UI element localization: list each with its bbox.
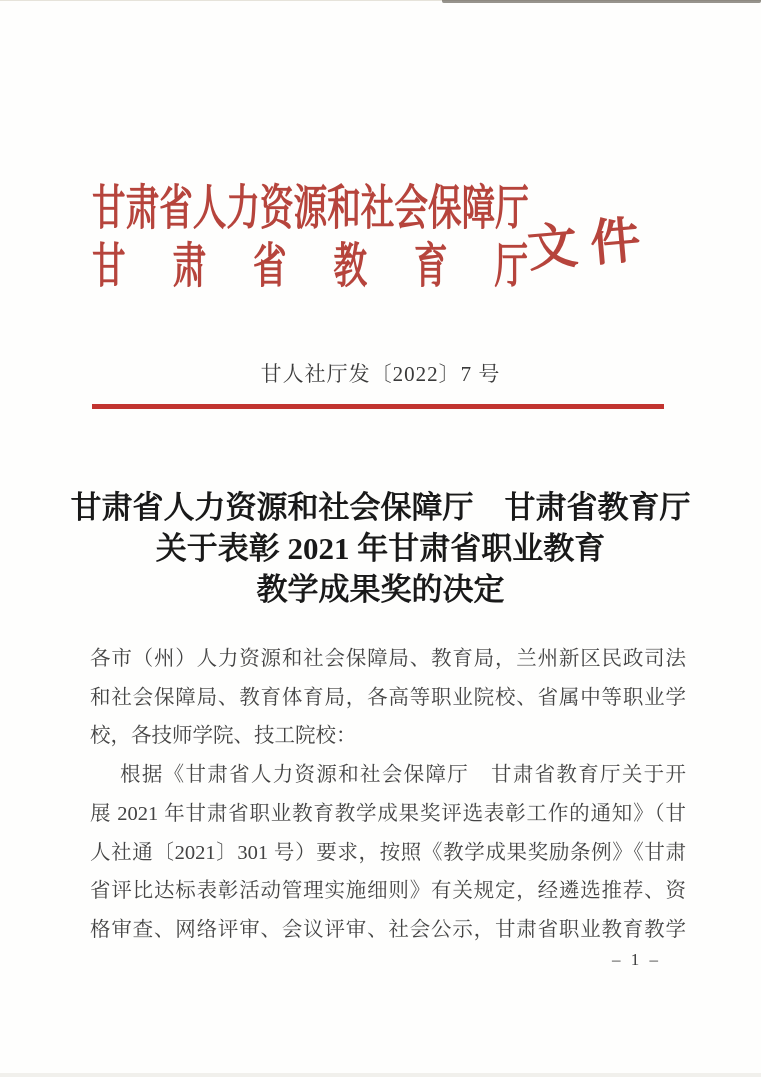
page-number: – 1 – <box>612 950 661 969</box>
letterhead <box>92 184 761 292</box>
body-paragraph <box>90 756 686 950</box>
scan-artifact-top-right-edge <box>442 0 761 3</box>
title-line-3: 教学成果奖的决定 <box>256 572 505 607</box>
body-line: 省评比达标表彰活动管理实施细则》有关规定，经遴选推荐、资 <box>90 880 686 903</box>
red-separator-rule <box>92 404 664 409</box>
salutation <box>90 640 686 756</box>
body-line: 根据《甘肃省人力资源和社会保障厅 甘肃省教育厅关于开 <box>120 764 686 787</box>
salutation-line: 各市（州）人力资源和社会保障局、教育局，兰州新区民政司法 <box>90 648 686 670</box>
body-line: 人社通〔2021〕301 号）要求，按照《教学成果奖励条例》《甘肃 <box>90 841 686 864</box>
org-name-line-1: 甘肃省人力资源和社会保障厅 <box>92 182 529 235</box>
doc-type-label: 文件 <box>525 210 656 278</box>
document-title <box>0 487 761 610</box>
doc-number: 甘人社厅发〔2022〕7 号 <box>260 362 501 386</box>
body-line: 展 2021 年甘肃省职业教育教学成果奖评选表彰工作的通知》（甘 <box>90 802 686 825</box>
org-name-line-2: 甘肃省教育厅 <box>92 240 576 293</box>
scan-artifact-bottom-edge <box>0 1073 761 1077</box>
title-line-2: 关于表彰 2021 年甘肃省职业教育 <box>155 531 606 566</box>
title-line-1: 甘肃省人力资源和社会保障厅 甘肃省教育厅 <box>70 490 691 525</box>
salutation-line: 校，各技师学院、技工院校： <box>90 725 357 748</box>
body-text <box>90 640 686 950</box>
salutation-line: 和社会保障局、教育体育局，各高等职业院校、省属中等职业学 <box>90 686 686 709</box>
body-line: 格审查、网络评审、会议评审、社会公示，甘肃省职业教育教学 <box>90 918 686 941</box>
